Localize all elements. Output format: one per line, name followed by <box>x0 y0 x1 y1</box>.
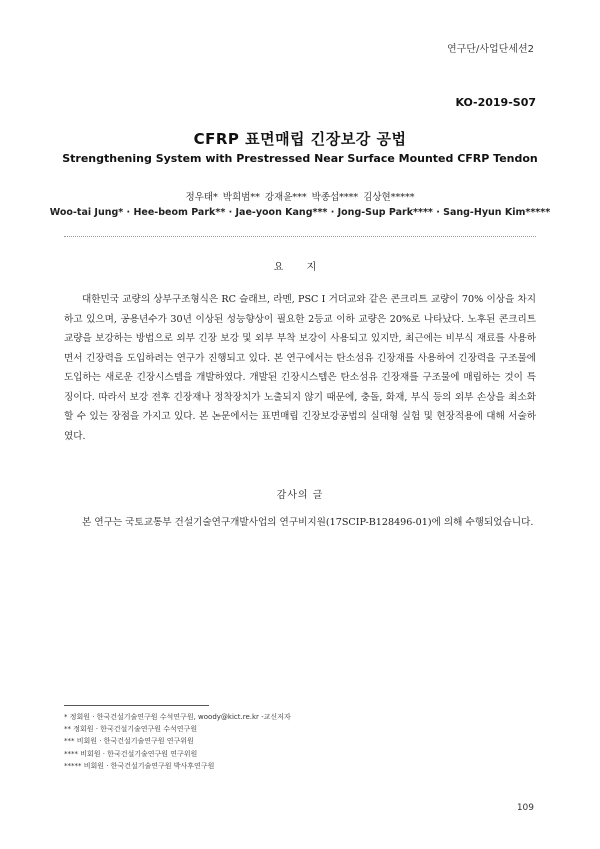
footnote-list <box>64 711 291 772</box>
authors-korean: 정우태* 박희범** 강재윤*** 박종섭**** 김상현***** <box>185 192 415 203</box>
footnote-item: ***** 비회원 · 한국건설기술연구원 박사후연구원 <box>64 761 215 770</box>
abstract-heading: 요 지 <box>273 262 327 273</box>
authors-english: Woo-tai Jung* · Hee-beom Park** · Jae-yoon Kang*** · Jong-Sup Park**** · Sang-Hyun Kim***** <box>49 207 551 218</box>
page-number: 109 <box>516 803 534 813</box>
acknowledgement-heading: 감사의 글 <box>276 490 324 501</box>
footnote-item: **** 비회원 · 한국건설기술연구원 연구위원 <box>64 749 198 758</box>
abstract-text: 대한민국 교량의 상부구조형식은 RC 슬래브, 라멘, PSC I 거더교와 같은 콘크리트 교량이 70% 이상을 차지하고 있으며, 공용년수가 30년 이상된 성능향상이 필요한 2등교 이하 교량은 20%로 나타났다. 노후된 콘크리트 교량을 보강하는 방법으로 외부 긴장 보강 및 외부 부착 보강이 사용되고 있지만, 최근에는 비부식 재료를 사용하면서 긴장력을 도입하려는 연구가 진행되고 있다. 본 연구에서는 탄소섬유 긴장재를 사용하여 긴장력을 구조물에 도입하는 새로운 긴장시스템을 개발하였다. 개발된 긴장시스템은 탄소섬유 긴장재를 구조물에 매립하는 것이 특징이다. 따라서 보강 전후 긴장재나 정착장치가 노출되지 않기 때문에, 충돌, 화재, 부식 등의 외부 손상을 최소화 할 수 있는 장점을 가지고 있다. 본 논문에서는 표면매립 긴장보강공법의 실대형 실험 및 현장적용에 대해 서술하였다. <box>64 294 536 442</box>
footnote-item: * 정회원 · 한국건설기술연구원 수석연구원, woody@kict.re.kr -교신저자 <box>64 713 291 721</box>
paper-code: KO-2019-S07 <box>455 96 536 109</box>
footnote-item: ** 정회원 · 한국건설기술연구원 수석연구원 <box>64 725 198 734</box>
footnote-divider <box>64 705 209 706</box>
title-korean: CFRP 표면매립 긴장보강 공법 <box>193 130 407 148</box>
title-english: Strengthening System with Prestressed Near Surface Mounted CFRP Tendon <box>62 152 538 165</box>
session-label: 연구단/사업단세션2 <box>446 44 534 55</box>
footnote-item: *** 비회원 · 한국건설기술연구원 연구위원 <box>64 737 194 746</box>
acknowledgement-text: 본 연구는 국토교통부 건설기술연구개발사업의 연구비지원(17SCIP-B128496-01)에 의해 수행되었습니다. <box>82 517 534 528</box>
header-divider <box>64 236 536 237</box>
